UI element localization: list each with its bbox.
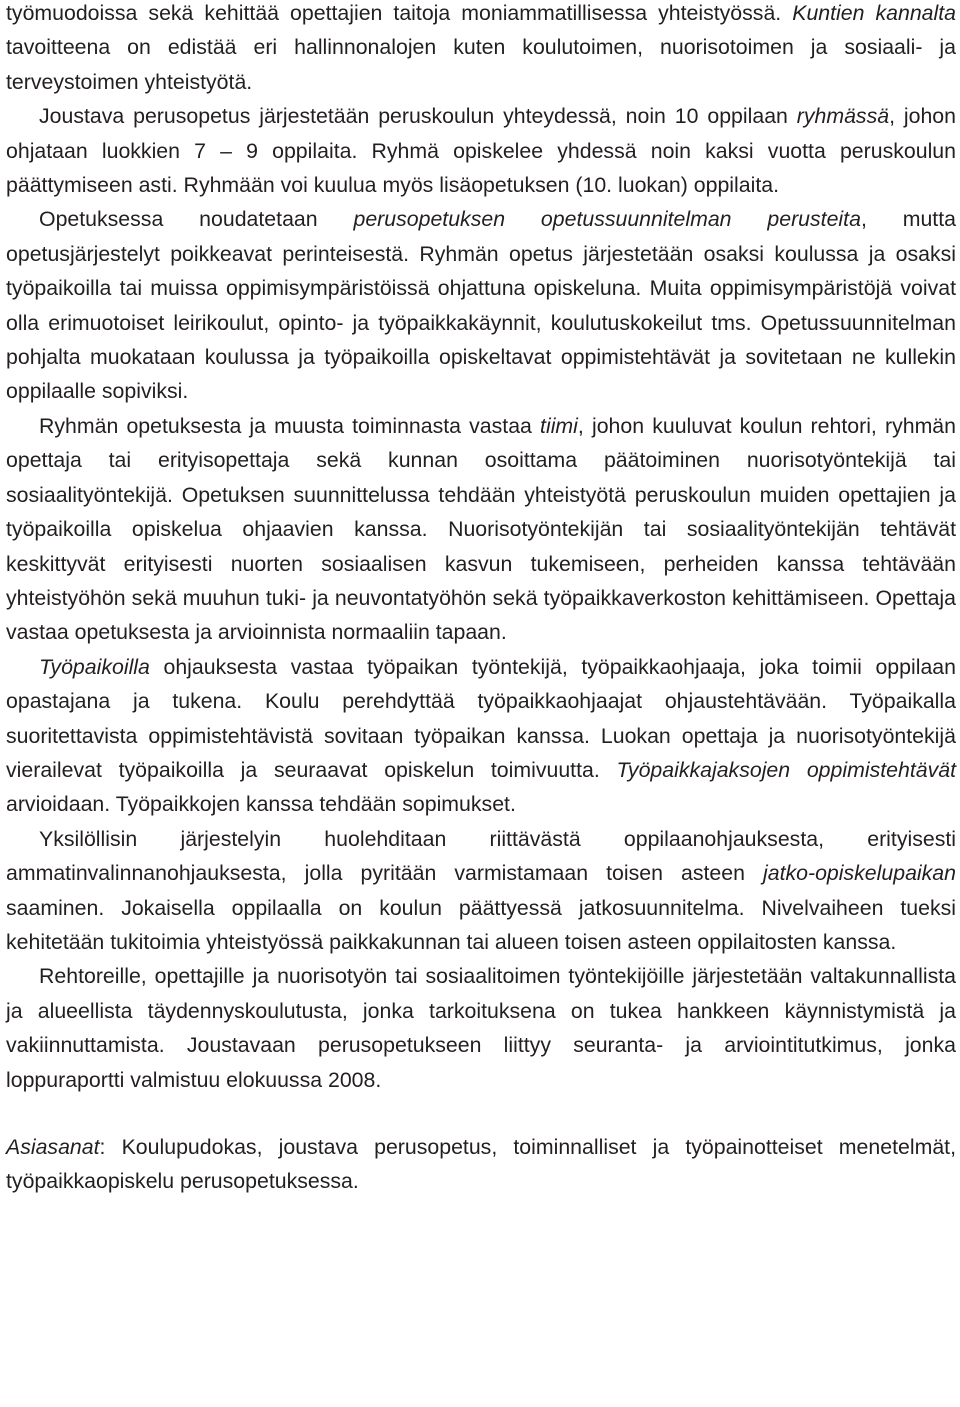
- emphasized-text: perusopetuksen opetussuunnitelman perusteita: [353, 207, 861, 232]
- paragraph: [6, 650, 956, 822]
- emphasized-text: tiimi: [540, 413, 578, 438]
- keywords-line: [6, 1130, 956, 1199]
- text-run: Opetuksessa noudatetaan: [39, 207, 354, 232]
- document-page: [6, 0, 956, 1199]
- paragraph: [6, 959, 956, 1097]
- emphasized-text: Työpaikoilla: [39, 654, 150, 679]
- keywords-label: Asiasanat: [6, 1135, 100, 1159]
- paragraph: [6, 202, 956, 408]
- text-run: , johon kuuluvat koulun rehtori, ryhmän opettaja tai erityisopettaja sekä kunnan osoittama päätoiminen nuorisotyöntekijä tai sosiaalityöntekijä. Opetuksen suunnittelussa tehdään yhteistyötä peruskoulun muiden opettajien ja työpaikoilla opiskelua ohjaavien kanssa. Nuorisotyöntekijän tai sosiaalityöntekijän tehtävät keskittyvät erityisesti nuorten sosiaalisen kasvun tukemiseen, perheiden kanssa tehtävään yhteistyöhön sekä muuhun tuki- ja neuvontatyöhön sekä työpaikkaverkoston kehittämiseen. Opettaja vastaa opetuksesta ja arvioinnista normaaliin tapaan.: [6, 413, 956, 645]
- text-run: Rehtoreille, opettajille ja nuorisotyön tai sosiaalitoimen työntekijöille järjestetään valtakunnallista ja alueellista täydennyskoulutusta, jonka tarkoituksena on tukea hankkeen käynnistymistä ja vakiinnuttamista. Joustavaan perusopetukseen liittyy seuranta- ja arviointitutkimus, jonka loppuraportti valmistuu elokuussa 2008.: [6, 964, 956, 1092]
- text-run: Joustava perusopetus järjestetään peruskoulun yhteydessä, noin 10 oppilaan: [39, 104, 797, 129]
- text-run: , mutta opetusjärjestelyt poikkeavat perinteisestä. Ryhmän opetus järjestetään osaksi koulussa ja osaksi työpaikoilla tai muissa oppimisympäristöissä ohjattuna opiskeluna. Muita oppimisympäristöjä voivat olla erimuotoiset leirikoulut, opinto- ja työpaikkakäynnit, koulutuskokeilut tms. Opetussuunnitelman pohjalta muokataan koulussa ja työpaikoilla opiskeltavat oppimistehtävät ja sovitetaan ne kullekin oppilaalle sopiviksi.: [6, 207, 956, 404]
- emphasized-text: Työpaikkajaksojen oppimistehtävät: [616, 757, 956, 782]
- emphasized-text: ryhmässä: [796, 104, 890, 129]
- text-run: saaminen. Jokaisella oppilaalla on koulun päättyessä jatkosuunnitelma. Nivelvaiheen tueksi kehitetään tukitoimia yhteistyössä paikkakunnan tai alueen toisen asteen oppilaitosten kanssa.: [6, 895, 956, 954]
- text-run: tavoitteena on edistää eri hallinnonalojen kuten koulutoimen, nuorisotoimen ja sosiaali- ja terveystoimen yhteistyötä.: [6, 35, 956, 94]
- paragraph: [6, 409, 956, 650]
- paragraph: [6, 99, 956, 202]
- paragraph: [6, 0, 956, 99]
- emphasized-text: Kuntien kannalta: [792, 1, 957, 25]
- emphasized-text: jatko-opiskelupaikan: [763, 861, 956, 886]
- text-run: työmuodoissa sekä kehittää opettajien taitoja moniammatillisessa yhteistyössä.: [6, 1, 793, 25]
- text-run: arvioidaan. Työpaikkojen kanssa tehdään sopimukset.: [6, 792, 516, 817]
- text-run: ohjauksesta vastaa työpaikan työntekijä, työpaikkaohjaaja, joka toimii oppilaan opastajana ja tukena. Koulu perehdyttää työpaikkaohjaajat ohjaustehtävään. Työpaikalla suoritettavista oppimistehtävistä sovitaan työpaikan kanssa. Luokan opettaja ja nuorisotyöntekijä vierailevat työpaikoilla ja seuraavat opiskelun toimivuutta.: [6, 654, 956, 782]
- text-run: Yksilöllisin järjestelyin huolehditaan riittävästä oppilaanohjauksesta, erityisesti ammatinvalinnanohjauksesta, jolla pyritään varmistamaan toisen asteen: [6, 826, 956, 886]
- paragraph: [6, 822, 956, 960]
- keywords-separator: :: [99, 1135, 122, 1159]
- keywords-text: Koulupudokas, joustava perusopetus, toiminnalliset ja työpainotteiset menetelmät, työpaikkaopiskelu perusopetuksessa.: [6, 1135, 956, 1194]
- text-run: Ryhmän opetuksesta ja muusta toiminnasta vastaa: [39, 413, 541, 438]
- body-text: [6, 0, 956, 1097]
- text-run: , johon ohjataan luokkien 7 – 9 oppilaita. Ryhmä opiskelee yhdessä noin kaksi vuotta peruskoulun päättymiseen asti. Ryhmään voi kuulua myös lisäopetuksen (10. luokan) oppilaita.: [6, 104, 956, 198]
